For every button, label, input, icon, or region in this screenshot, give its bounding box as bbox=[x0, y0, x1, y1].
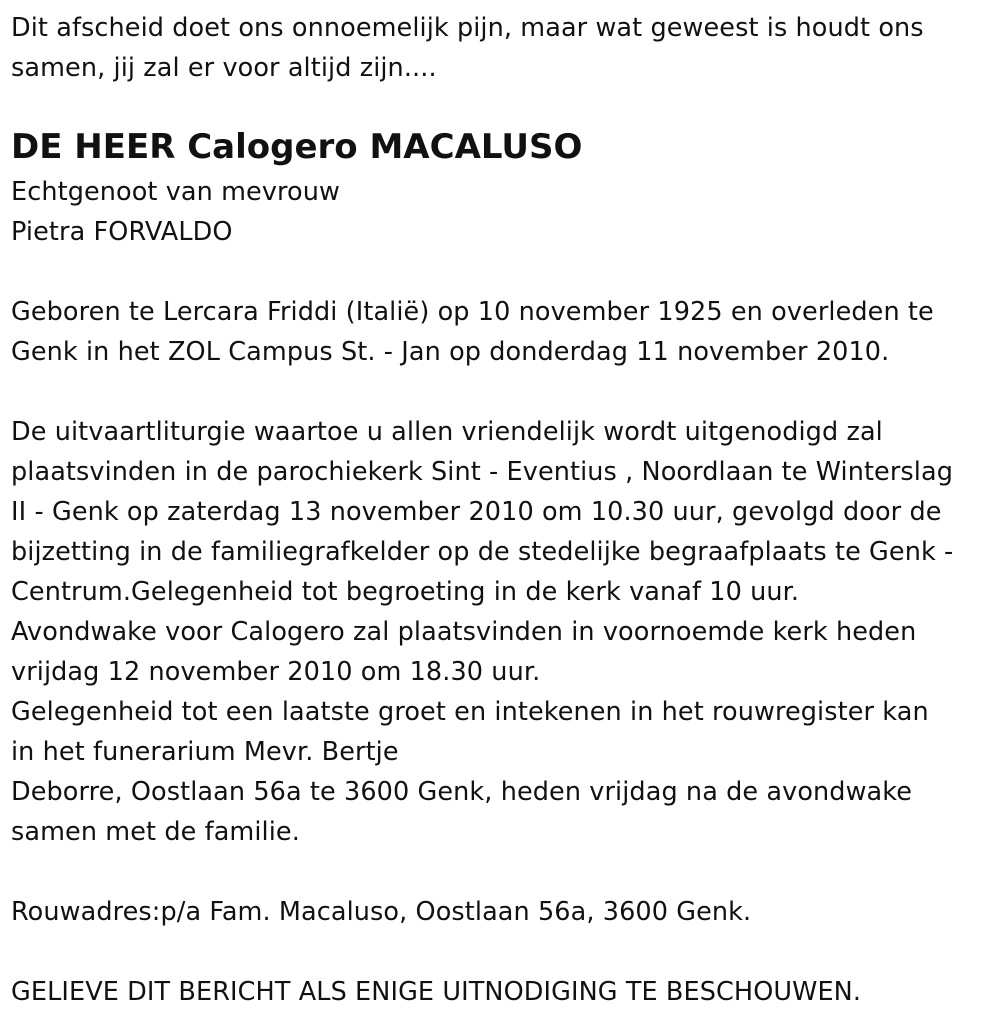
funeral-line: Gelegenheid tot een laatste groet en intekenen in het rouwregister kan bbox=[11, 697, 929, 727]
spouse-paragraph bbox=[11, 172, 1000, 252]
funeral-line: plaatsvinden in de parochiekerk Sint - Eventius , Noordlaan te Winterslag bbox=[11, 457, 954, 487]
funeral-line: samen met de familie. bbox=[11, 817, 300, 847]
deceased-name-heading: DE HEER Calogero MACALUSO bbox=[11, 127, 583, 167]
funeral-line: vrijdag 12 november 2010 om 18.30 uur. bbox=[11, 657, 541, 687]
funeral-line: bijzetting in de familiegrafkelder op de stedelijke begraafplaats te Genk - bbox=[11, 537, 954, 567]
birth-death-paragraph bbox=[11, 292, 1000, 372]
funeral-line: II - Genk op zaterdag 13 november 2010 om 10.30 uur, gevolgd door de bbox=[11, 497, 942, 527]
funeral-line: Centrum.Gelegenheid tot begroeting in de kerk vanaf 10 uur. bbox=[11, 577, 800, 607]
address-paragraph bbox=[11, 892, 1000, 932]
funeral-line: Deborre, Oostlaan 56a te 3600 Genk, heden vrijdag na de avondwake bbox=[11, 777, 913, 807]
closing-line: GELIEVE DIT BERICHT ALS ENIGE UITNODIGING TE BESCHOUWEN. bbox=[11, 977, 862, 1007]
spouse-line: Echtgenoot van mevrouw bbox=[11, 177, 340, 207]
funeral-line: Avondwake voor Calogero zal plaatsvinden in voornoemde kerk heden bbox=[11, 617, 917, 647]
birth-death-line: Genk in het ZOL Campus St. - Jan op donderdag 11 november 2010. bbox=[11, 337, 890, 367]
address-line: Rouwadres:p/a Fam. Macaluso, Oostlaan 56a, 3600 Genk. bbox=[11, 897, 752, 927]
closing-paragraph bbox=[11, 972, 1000, 1012]
funeral-line: in het funerarium Mevr. Bertje bbox=[11, 737, 399, 767]
birth-death-line: Geboren te Lercara Friddi (Italië) op 10 november 1925 en overleden te bbox=[11, 297, 934, 327]
funeral-paragraph bbox=[11, 412, 1000, 852]
intro-line: Dit afscheid doet ons onnoemelijk pijn, maar wat geweest is houdt ons bbox=[11, 13, 924, 43]
intro-line: samen, jij zal er voor altijd zijn.... bbox=[11, 53, 437, 83]
funeral-line: De uitvaartliturgie waartoe u allen vriendelijk wordt uitgenodigd zal bbox=[11, 417, 883, 447]
intro-paragraph bbox=[11, 8, 1000, 88]
spouse-line: Pietra FORVALDO bbox=[11, 217, 233, 247]
